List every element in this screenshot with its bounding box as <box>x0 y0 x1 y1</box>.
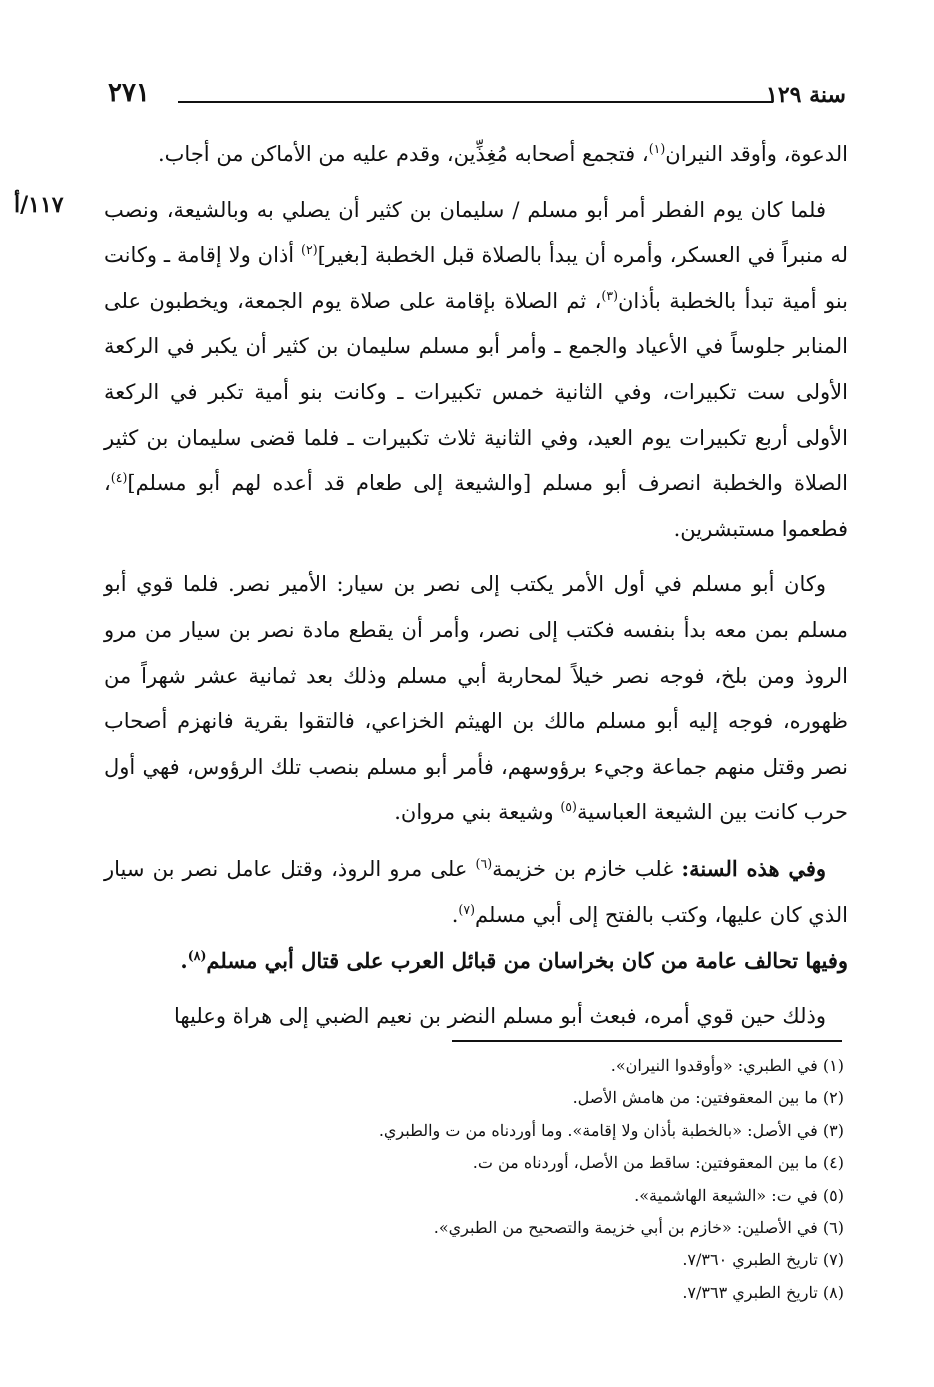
text-run: ، فتجمع أصحابه مُغِذِّين، وقدم عليه من الأماكن من أجاب. <box>157 142 649 166</box>
paragraph-2 <box>104 188 848 553</box>
paragraph-3 <box>104 562 848 836</box>
paragraph-4 <box>104 846 848 938</box>
text-run: وشيعة بني مروان. <box>394 800 561 825</box>
footnote: (٤) ما بين المعقوفتين: ساقط من الأصل، أوردناه من ت. <box>472 1153 844 1173</box>
paragraph-1 <box>104 132 848 178</box>
text-run: وذلك حين قوي أمره، فبعث أبو مسلم النضر بن نعيم الضبي إلى هراة وعليها <box>173 1003 826 1028</box>
text-run: فلما كان يوم الفطر أمر أبو مسلم / سليمان بن كثير أن يصلي به وبالشيعة، ونصب له منبراً في العسكر، وأمره أن يبدأ بالصلاة قبل الخطبة [بغير] <box>104 197 849 268</box>
running-head: سنة ١٢٩ <box>766 82 846 108</box>
text-run: . <box>451 902 459 927</box>
footnote: (٨) تاريخ الطبري ٧/٣٦٣. <box>682 1282 844 1302</box>
footnote-ref-3: (٣) <box>601 287 618 303</box>
margin-folio-reference: ١١٧/أ <box>14 192 64 218</box>
footnote: (٧) تاريخ الطبري ٧/٣٦٠. <box>682 1250 844 1270</box>
footnote-ref-2: (٢) <box>301 242 318 258</box>
footnote-ref-5: (٥) <box>560 799 577 815</box>
footnote: (٦) في الأصلين: «خازم بن أبي خزيمة والتصحيح من الطبري». <box>433 1218 844 1238</box>
page-number: ٢٧١ <box>108 78 150 108</box>
text-run: ، فطعموا مستبشرين. <box>104 471 848 541</box>
text-run: غلب خازم بن خزيمة <box>492 856 682 881</box>
footnote-ref-7: (٧) <box>458 901 475 917</box>
footnote-ref-4: (٤) <box>110 470 128 486</box>
header-rule <box>178 101 773 103</box>
footnote: (٢) ما بين المعقوفتين: من هامش الأصل. <box>572 1088 844 1108</box>
footnote-ref-8: (٨) <box>187 948 207 964</box>
text-run: ، ثم الصلاة بإقامة على صلاة يوم الجمعة، ويخطبون على المنابر جلوساً في الأعياد والجمع ـ وأمر أبو مسلم سليمان بن كثير أن يكبر في الركعة الأولى ست تكبيرات، وفي الثانية خمس تكبيرات ـ وكانت بنو أمية تكبر في الركعة الأولى أربع تكبيرات يوم العيد، وفي الثانية ثلاث تكبيرات ـ فلما قضى سليمان بن كثير الصلاة والخطبة انصرف أبو مسلم [والشيعة إلى طعام قد أعده لهم أبو مسلم] <box>104 288 848 496</box>
footnote-separator <box>452 1040 842 1042</box>
text-run: أذان ولا إقامة ـ وكانت بنو أمية تبدأ بالخطبة بأذان <box>104 243 849 313</box>
text-run: وفيها تحالف عامة من كان بخراسان من قبائل العرب على قتال أبي مسلم <box>206 948 848 974</box>
footnote-ref-6: (٦) <box>475 855 493 871</box>
footnote: (٣) في الأصل: «بالخطبة بأذان ولا إقامة». وما أوردناه من ت والطبري. <box>378 1120 844 1140</box>
footnote-ref-1: (١) <box>648 141 666 156</box>
footnotes <box>104 1050 844 1309</box>
footnote: (١) في الطبري: «وأوقدوا النيران». <box>610 1056 844 1075</box>
paragraph-6 <box>104 994 848 1040</box>
text-run: وكان أبو مسلم في أول الأمر يكتب إلى نصر بن سيار: الأمير نصر. فلما قوي أبو مسلم بمن معه بدأ بنفسه فكتب إلى نصر، وأمر أن يقطع مادة نصر بن سيار من مرو الروذ ومن بلخ، فوجه نصر خيلاً لمحاربة أبي مسلم وذلك بعد ثمانية عشر شهراً من ظهوره، فوجه إليه أبو مسلم مالك بن الهيثم الخزاعي، فالتقوا بقرية فانهزم أصحاب نصر وقتل منهم جماعة وجيء برؤوسهم، فأمر أبو مسلم بنصب تلك الرؤوس، فهي أول حرب كانت بين الشيعة العباسية <box>104 572 848 825</box>
section-lead: وفي هذه السنة: <box>681 855 826 881</box>
text-run: . <box>180 948 188 974</box>
text-run: على مرو الروذ، وقتل عامل نصر بن سيار الذي كان عليها، وكتب بالفتح إلى أبي مسلم <box>104 856 848 927</box>
main-text <box>104 132 848 1039</box>
footnote: (٥) في ت: «الشيعة الهاشمية». <box>634 1185 844 1205</box>
text-run: الدعوة، وأوقد النيران <box>665 142 848 166</box>
section-heading <box>104 938 848 984</box>
